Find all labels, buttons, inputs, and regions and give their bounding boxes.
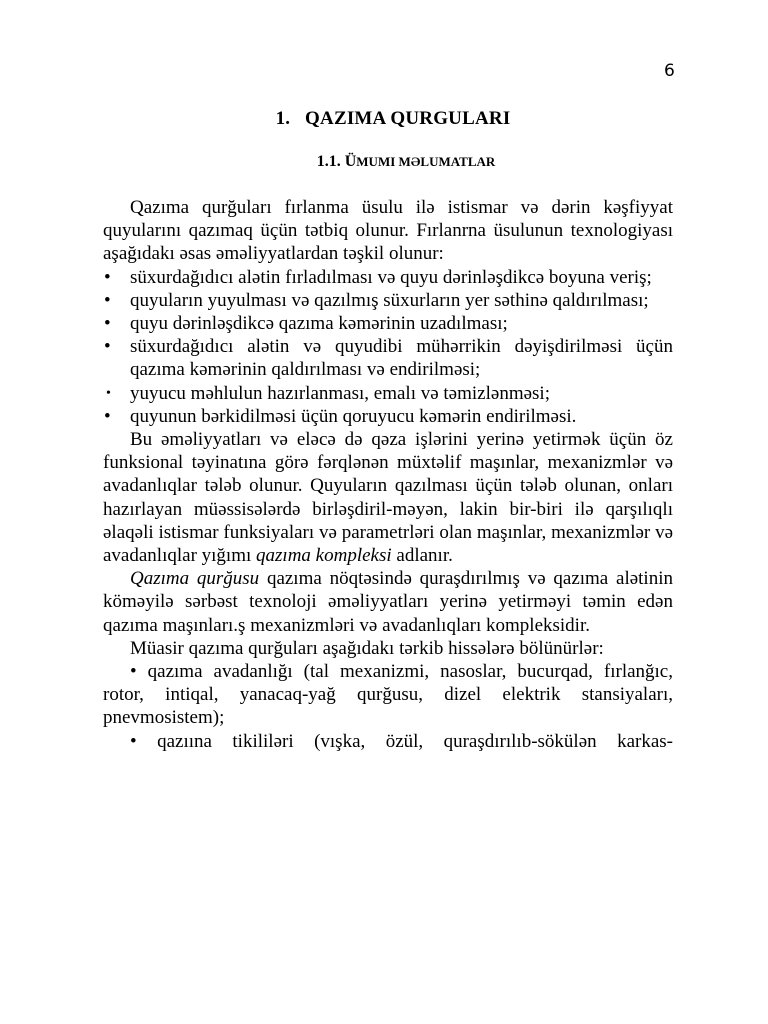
complex-term: qazıma kompleksi	[256, 545, 392, 567]
list-item: • yuyucu məhlulun hazırlanması, emalı və təmizlənməsi;	[106, 382, 550, 404]
document-body	[103, 196, 673, 753]
part-1-paragraph: • qazıma avadanlığı (tal mexanizmi, nasoslar, bucurqad, fırlanğıc, rotor, intiqal, yanacaq-yağ qurğusu, dizel elektrik stansiyaları, pnevmosistem);	[103, 661, 673, 729]
bullet-icon: •	[104, 405, 111, 427]
bullet-icon: •	[104, 313, 111, 335]
intro-paragraph: Qazıma qurğuları fırlanma üsulu ilə istismar və dərin kəşfiyyat quyularını qazımaq üçün tətbiq olunur. Fırlanrna üsulunun texnologiyası aşağıdakı əsas əməliyyatlardan təşkil olunur:	[103, 197, 673, 265]
part-2-paragraph	[103, 730, 673, 753]
bullet-icon: •	[104, 266, 111, 288]
page-number: 6	[664, 61, 675, 81]
bullet-icon: •	[104, 289, 111, 311]
rig-term: Qazıma qurğusu	[130, 568, 260, 590]
bullet-icon: •	[104, 336, 111, 358]
complex-paragraph	[103, 428, 673, 567]
section-title-number: 1.1. Ü	[316, 153, 357, 170]
list-item: • quyu dərinləşdikcə qazıma kəmərinin uzadılması;	[104, 313, 508, 335]
operations-list	[103, 266, 673, 428]
complex-tail: adlanır.	[391, 545, 453, 567]
section-title-rest: MUMI MƏLUMATLAR	[356, 154, 496, 169]
list-item: • süxurdağıdıcı alətin fırladılması və quyu dərinləşdikcə boyuna veriş;	[104, 266, 652, 288]
rig-paragraph	[103, 567, 673, 637]
complex-text: Bu əməliyyatları və eləcə də qəza işlərini yerinə yetirmək üçün öz funksional təyinatına görə fərqlənən müxtəlif maşınlar, mexanizmlər və avadanlıqlar tələb olunur. Quyuların qazılması üçün tələb olunan, onları hazırlayan müəssisələrdə birləşdiril-məyən, lakin bir-biri ilə qarşılıqlı əlaqəli istismar funksiyaları və parametrləri olan maşınlar, mexanizmlər və avadanlıqlar yığımı	[103, 429, 673, 567]
part-2-text: • qazıına tikililəri (vışka, özül, quraşdırılıb-sökülən karkas-	[130, 730, 673, 752]
list-item: • quyunun bərkidilməsi üçün qoruyucu kəmərin endirilməsi.	[104, 405, 577, 427]
bullet-icon: •	[106, 385, 111, 401]
list-item: • süxurdağıdıcı alətin və quyudibi mühərrikin dəyişdirilməsi üçün qazıma kəmərinin qaldırılması və endirilməsi;	[104, 336, 673, 381]
list-item: • quyuların yuyulması və qazılmış süxurların yer səthinə qaldırılması;	[104, 289, 649, 311]
chapter-title: 1. QAZIMA QURGULARI	[275, 108, 511, 129]
parts-intro-paragraph: Müasir qazıma qurğuları aşağıdakı tərkib hissələrə bölünürlər:	[130, 637, 604, 659]
rig-definition: qazıma nöqtəsində quraşdırılmış və qazıma alətinin köməyilə sərbəst texnoloji əməliyyatları yerinə yetirməyi təmin edən qazıma maşınları.ş mexanizmləri və avadanlıqları kompleksidir.	[103, 568, 673, 636]
section-title	[0, 151, 768, 173]
